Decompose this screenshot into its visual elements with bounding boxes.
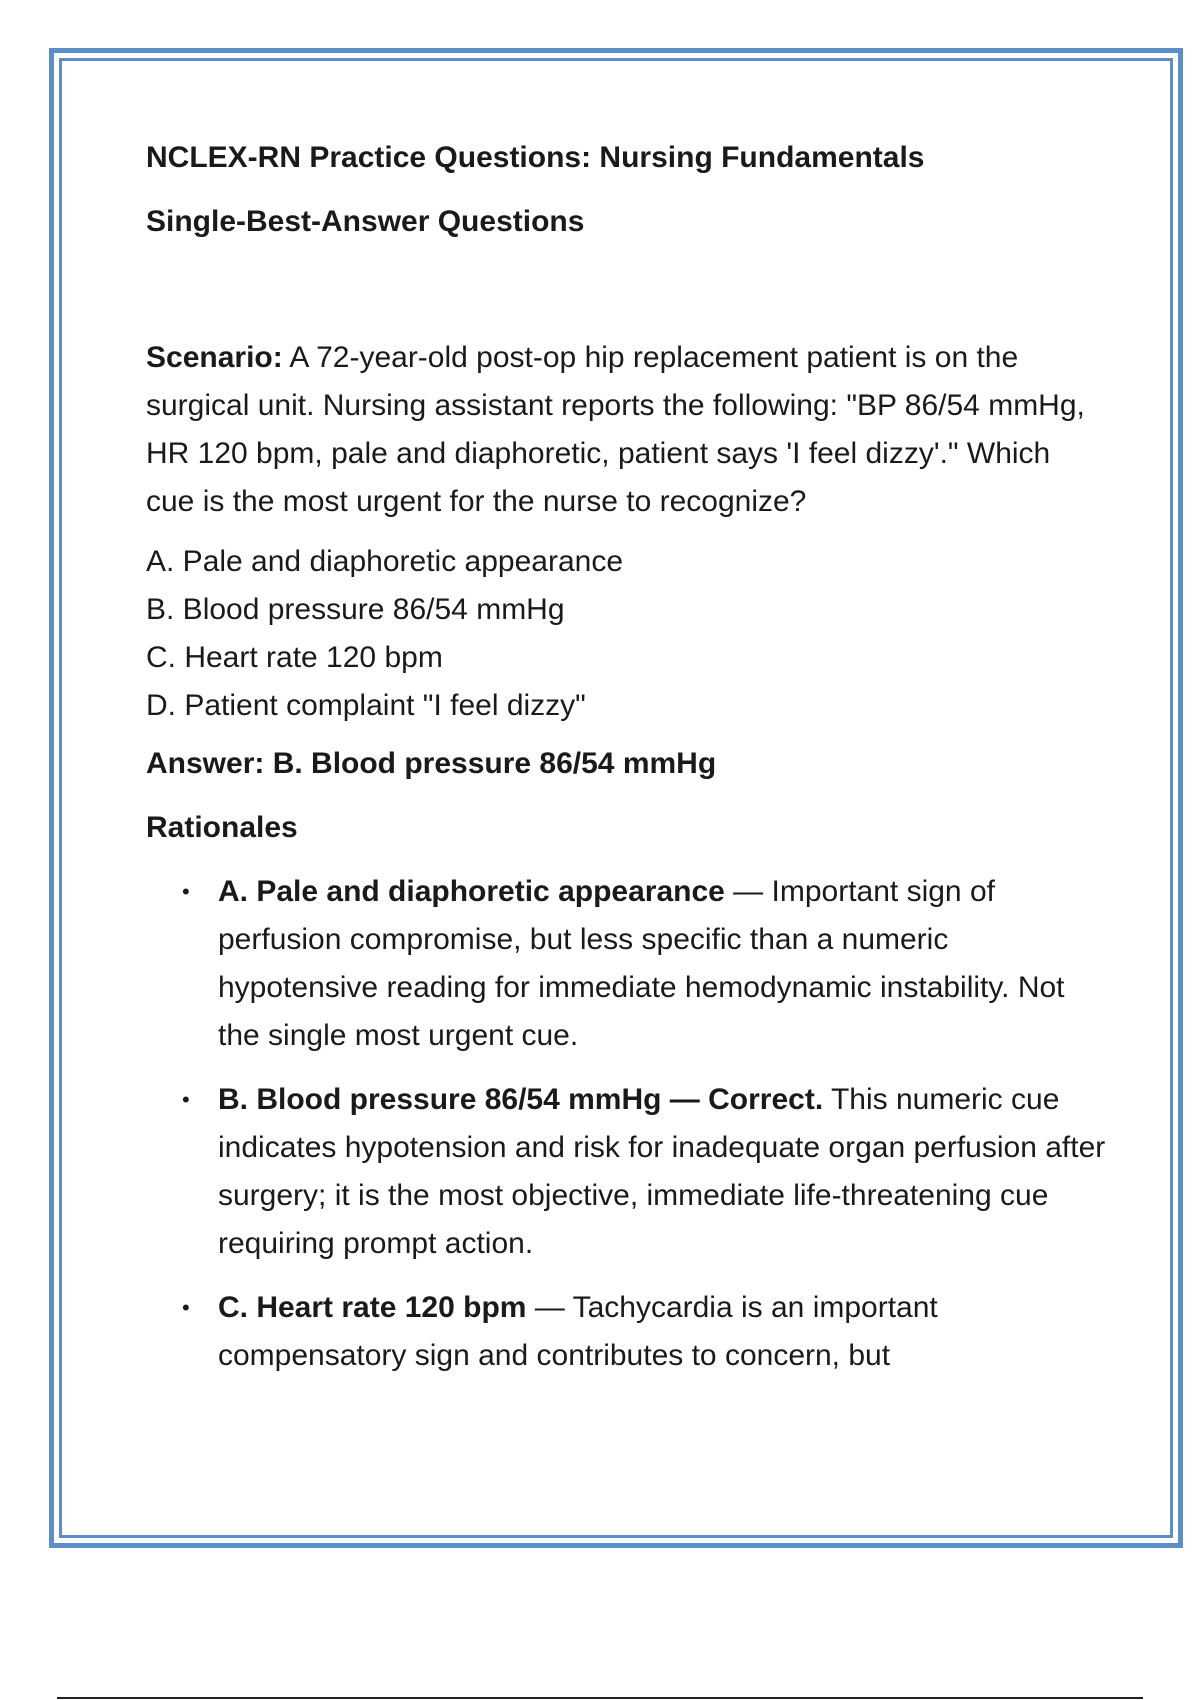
rationale-lead: C. Heart rate 120 bpm [218, 1291, 527, 1324]
question-scenario [146, 334, 1106, 526]
rationale-text: — Important sign of perfusion compromise, but less specific than a numeric hypotensive reading for immediate hemodynamic instability. Not the single most urgent cue. [218, 875, 1065, 1052]
answer-options [146, 538, 1106, 730]
bullet-icon: • [182, 879, 190, 904]
option-d: D. Patient complaint "I feel dizzy" [146, 689, 586, 722]
bullet-icon: • [182, 1295, 190, 1320]
document-subtitle: Single-Best-Answer Questions [146, 205, 585, 238]
option-a: A. Pale and diaphoretic appearance [146, 545, 624, 578]
rationale-lead: B. Blood pressure 86/54 mmHg — Correct. [218, 1083, 824, 1116]
rationales-heading: Rationales [146, 811, 298, 844]
correct-answer: Answer: B. Blood pressure 86/54 mmHg [146, 747, 717, 780]
rationale-lead: A. Pale and diaphoretic appearance [218, 875, 725, 908]
document-title: NCLEX-RN Practice Questions: Nursing Fundamentals [146, 141, 925, 174]
rationale-item-b [146, 1076, 1106, 1268]
option-b: B. Blood pressure 86/54 mmHg [146, 593, 565, 626]
option-c: C. Heart rate 120 bpm [146, 641, 443, 674]
bullet-icon: • [182, 1087, 190, 1112]
rationales-list [146, 868, 1106, 1380]
rationale-item-a [146, 868, 1106, 1060]
scenario-text: A 72-year-old post-op hip replacement patient is on the surgical unit. Nursing assistant reports the following: "BP 86/54 mmHg, HR 120 bpm, pale and diaphoretic, patient says 'I feel dizzy'." Which cue is the most urgent for the nurse to recognize? [146, 341, 1085, 518]
scenario-label: Scenario: [146, 341, 283, 374]
footer-rule [57, 1697, 1143, 1699]
rationale-text: — Tachycardia is an important compensatory sign and contributes to concern, but [218, 1291, 938, 1372]
rationale-item-c [146, 1284, 1106, 1380]
document-content [146, 140, 1106, 1396]
rationale-text: This numeric cue indicates hypotension and risk for inadequate organ perfusion after surgery; it is the most objective, immediate life-threatening cue requiring prompt action. [218, 1083, 1106, 1260]
